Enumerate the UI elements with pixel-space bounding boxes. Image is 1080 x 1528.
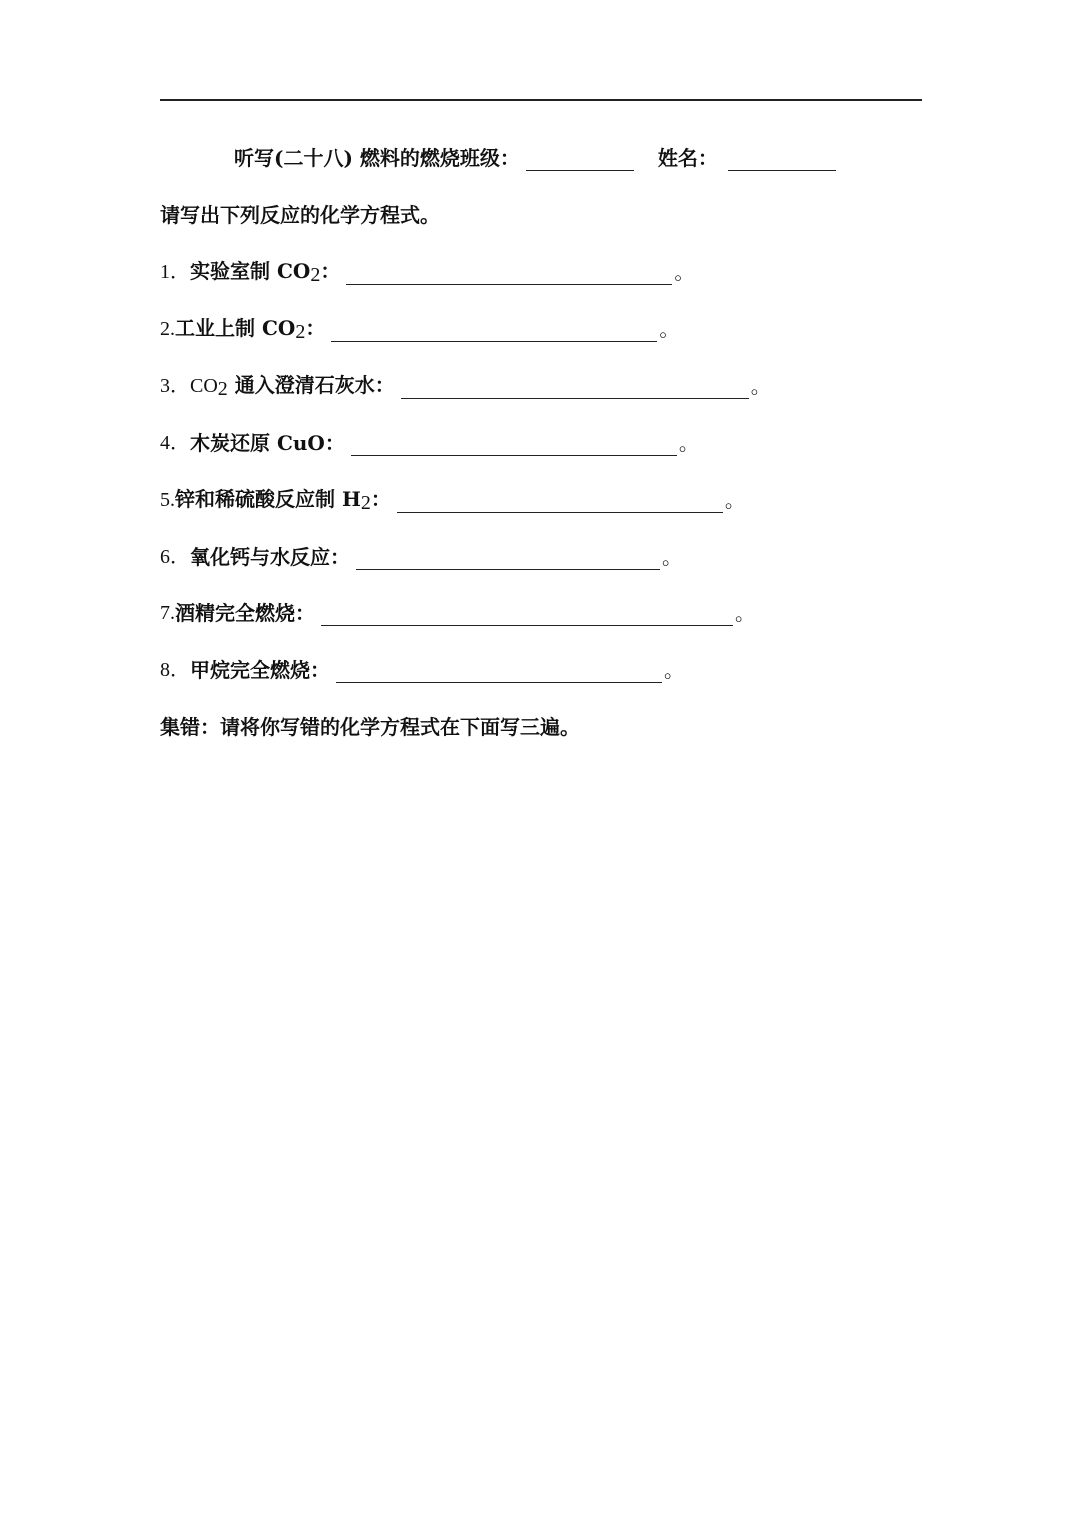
question-7 (160, 598, 755, 628)
answer-blank[interactable] (351, 433, 677, 456)
class-blank[interactable] (526, 148, 634, 171)
question-1 (160, 257, 694, 287)
question-number: 2. (160, 318, 175, 340)
answer-blank[interactable] (331, 319, 657, 342)
question-text: 实验室制 CO2： (190, 259, 341, 286)
period: 。 (678, 431, 699, 455)
question-number: 4． (160, 432, 190, 454)
answer-blank[interactable] (397, 490, 723, 513)
footer-instruction: 集错：请将你写错的化学方程式在下面写三遍。 (160, 715, 580, 739)
question-text: CO2 通入澄清石灰水： (190, 373, 395, 400)
question-8 (160, 655, 684, 685)
question-4 (160, 428, 699, 458)
period: 。 (750, 374, 771, 398)
question-2 (160, 314, 679, 344)
question-number: 8． (160, 659, 190, 681)
question-5 (160, 485, 745, 515)
answer-blank[interactable] (356, 547, 660, 570)
question-number: 5. (160, 489, 175, 511)
answer-blank[interactable] (321, 603, 733, 626)
answer-blank[interactable] (346, 262, 672, 285)
instruction-text: 请写出下列反应的化学方程式。 (160, 203, 440, 227)
question-text: 酒精完全燃烧： (175, 601, 315, 625)
question-text: 工业上制 CO2： (175, 316, 326, 343)
class-label: 班级： (459, 146, 520, 170)
period: 。 (674, 260, 695, 284)
period: 。 (664, 658, 684, 682)
question-3 (160, 371, 771, 401)
period: 。 (659, 317, 680, 341)
question-6 (160, 542, 682, 572)
answer-blank[interactable] (336, 660, 662, 683)
question-text: 氧化钙与水反应： (190, 545, 350, 569)
period: 。 (735, 601, 755, 625)
question-text: 木炭还原 CuO： (190, 431, 345, 455)
question-number: 7. (160, 602, 175, 624)
question-text: 锌和稀硫酸反应制 H2： (175, 487, 391, 514)
question-number: 3． (160, 375, 190, 397)
name-label: 姓名： (657, 146, 718, 170)
answer-blank[interactable] (401, 376, 749, 399)
question-number: 1． (160, 261, 190, 283)
question-text: 甲烷完全燃烧： (190, 658, 330, 682)
question-number: 6． (160, 546, 190, 568)
name-blank[interactable] (728, 148, 836, 171)
worksheet-title-line (234, 143, 836, 173)
period: 。 (724, 488, 745, 512)
header-rule (160, 99, 922, 101)
period: 。 (662, 545, 682, 569)
worksheet-title: 听写(二十八) 燃料的燃烧 (234, 146, 460, 170)
